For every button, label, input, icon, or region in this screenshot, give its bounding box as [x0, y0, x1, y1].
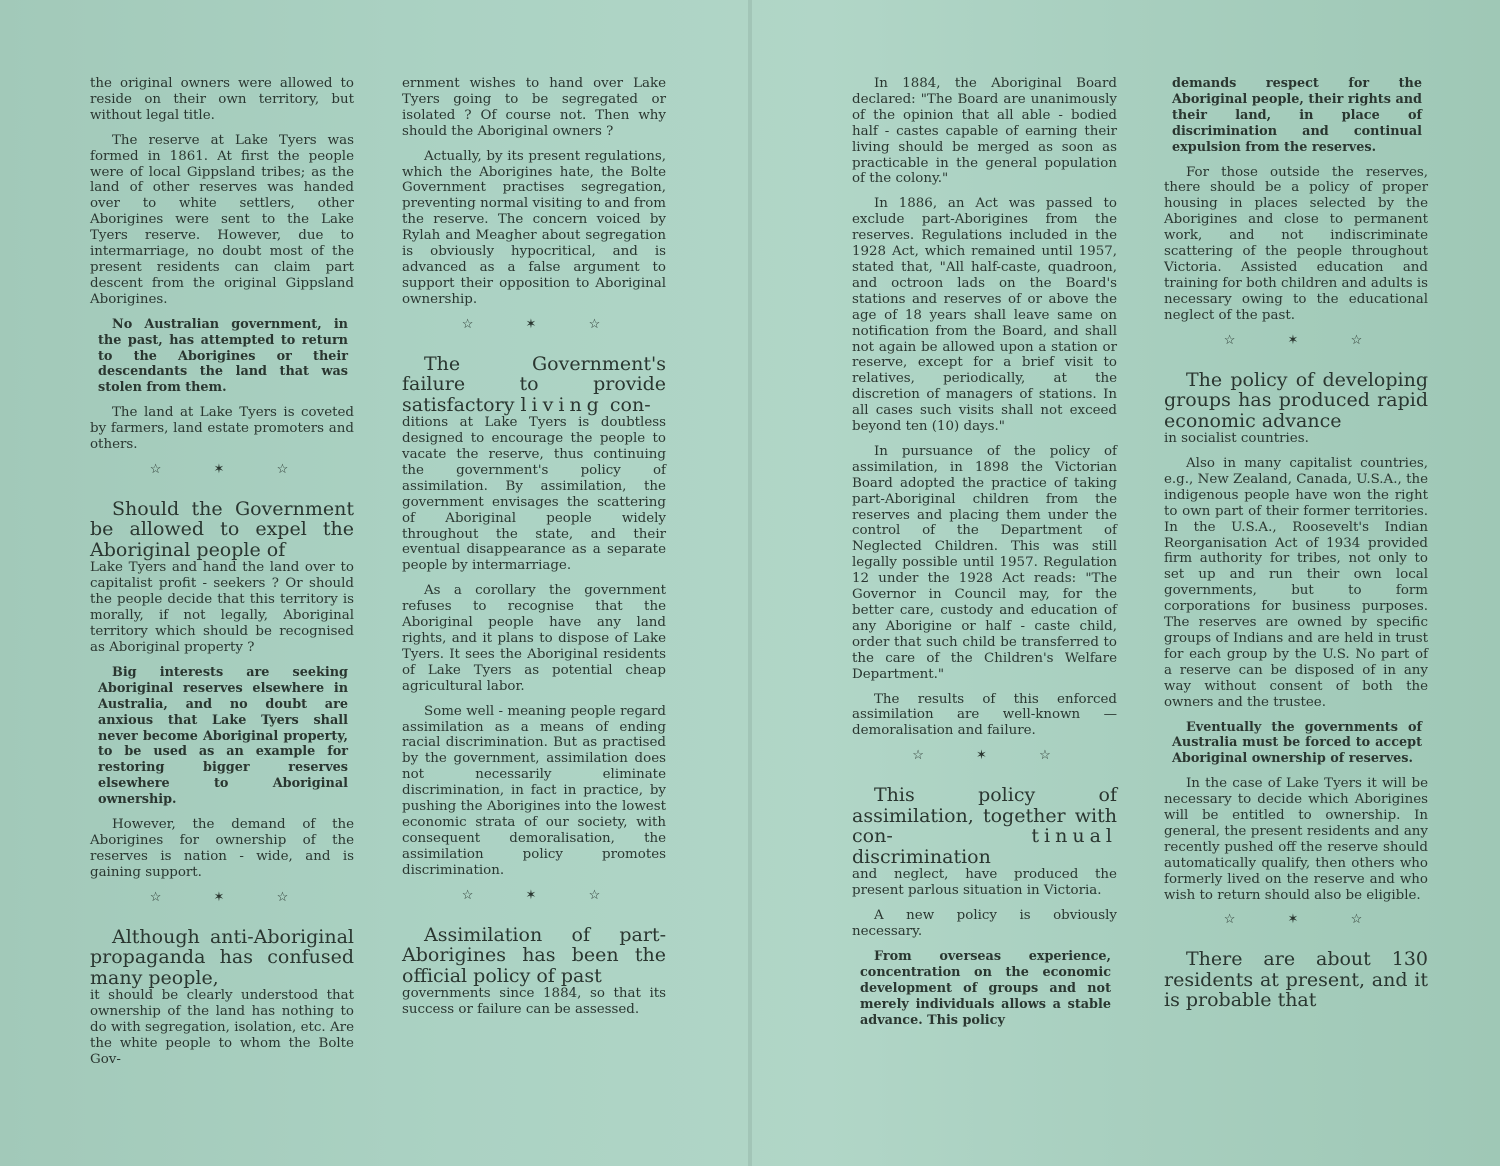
section-heading: The policy of developing groups has produced rapid economic advance — [1164, 368, 1428, 432]
column-2 — [402, 76, 666, 1027]
heading-part: con- — [609, 393, 651, 416]
paragraph: Also in many capitalist countries, e.g., New Zealand, Canada, U.S.A., the indigenous people have won the right to own part of their former territories. In the U.S.A., Roosevelt's Indian Reorganisation Act of 1934 provided firm authority for tribes, not only to set up and run their own local governments, but to form corporations for business purposes. The reserves are owned by specific groups of Indians and are held in trust for each group by the U.S. No part of a reserve can be disposed of in any way without consent of both the owners and the trustee. — [1164, 456, 1428, 710]
paragraph: The reserve at Lake Tyers was formed in 1861. At first the people were of local Gippsland tribes; as the land of other reserves was handed over to white settlers, other Aborigines were sent to the Lake Tyers reserve. However, due to intermarriage, no doubt most of the present residents can claim part descent from the original Gippsland Aborigines. — [90, 132, 354, 307]
paragraph: A new policy is obviously necessary. — [852, 908, 1117, 939]
paragraph: The land at Lake Tyers is coveted by farmers, land estate promoters and others. — [90, 405, 354, 453]
column-1 — [90, 76, 354, 1077]
paragraph: and neglect, have produced the present parlous situation in Victoria. — [852, 867, 1117, 899]
star-divider: ☆ ✶ ☆ — [461, 316, 625, 332]
paragraph: In the case of Lake Tyers it will be necessary to decide which Aborigines will be entitled to ownership. In general, the present residents and any recently pushed off the reserve should automatically qualify, then others who formerly lived on the reserve and who wish to return should also be eligible. — [1164, 776, 1428, 903]
star-divider: ☆ ✶ ☆ — [149, 889, 313, 905]
heading-part: discrimination — [852, 845, 991, 868]
paragraph: In 1884, the Aboriginal Board declared: "The Board are unanimously of the opinion that all able - bodied half - castes capable of earning their living should be merged as soon as practicable in the general population of the colony." — [852, 76, 1117, 187]
paragraph: The results of this enforced assimilation are well-known — demoralisation and failure. — [852, 691, 1117, 739]
paragraph: it should be clearly understood that ownership of the land has nothing to do with segregation, isolation, etc. Are the white people to whom the Bolte Gov- — [90, 988, 354, 1067]
paragraph: As a corollary the government refuses to recognise that the Aboriginal people have any land rights, and it plans to dispose of Lake Tyers. It sees the Aboriginal residents of Lake Tyers as potential cheap agricultural labor. — [402, 583, 666, 694]
paragraph: in socialist countries. — [1164, 431, 1309, 447]
section-heading — [852, 785, 1117, 867]
paragraph: Some well - meaning people regard assimilation as a means of ending racial discrimination. But as practised by the government, assimilation does not necessarily eliminate discrimination, in fact in practice, by pushing the Aborigines into the lowest economic strata of our society, with consequent demoralisation, the assimilation policy promotes discrimination. — [402, 703, 666, 878]
heading-part: This policy of assimilation, together with con- — [852, 784, 1117, 848]
column-3 — [852, 76, 1117, 1037]
paragraph: ditions at Lake Tyers is doubtless designed to encourage the people to vacate the reserve, thus continuing the government's policy of assimilation. By assimilation, the government envisages the scattering of Aboriginal people widely throughout the state, and their eventual disappearance as a separate people by intermarriage. — [402, 415, 666, 574]
star-divider: ☆ ✶ ☆ — [912, 748, 1075, 764]
section-heading: Although anti-Aboriginal propaganda has confused many people, — [90, 925, 354, 989]
star-divider: ☆ ✶ ☆ — [1223, 912, 1387, 928]
section-heading — [402, 354, 666, 416]
bold-statement: Big interests are seeking Aboriginal reserves elsewhere in Australia, and no doubt are anxious that Lake Tyers shall never become Aboriginal property, to be used as an example for restoring bigger reserves elsewhere to Aboriginal ownership. — [98, 664, 348, 808]
bold-statement: demands respect for the Aboriginal people, their rights and their land, in place of discrimination and continual expulsion from the reserves. — [1172, 76, 1422, 155]
page-fold — [748, 0, 752, 1166]
heading-spaced-word: living — [520, 393, 604, 416]
section-heading: Assimilation of part-Aborigines has been the official policy of past — [402, 923, 666, 987]
paragraph: the original owners were allowed to reside on their own territory, but without legal title. — [90, 76, 354, 123]
paragraph: Actually, by its present regulations, which the Aborigines hate, the Bolte Government practises segregation, preventing normal visiting to and from the reserve. The concern voiced by Rylah and Meagher about segregation is obviously hypocritical, and is advanced as a false argument to support their opposition to Aboriginal ownership. — [402, 148, 666, 307]
section-heading: Should the Government be allowed to expel the Aboriginal people of — [90, 497, 354, 561]
star-divider: ☆ ✶ ☆ — [1223, 332, 1387, 348]
heading-spaced-word: tinual — [1031, 825, 1117, 848]
bold-statement: Eventually the governments of Australia must be forced to accept Aboriginal ownership of reserves. — [1172, 719, 1422, 767]
paragraph: Lake Tyers and hand the land over to capitalist profit - seekers ? Or should the people decide that this territory is morally, if not legally, Aboriginal territory which should be recognised as Aboriginal property ? — [90, 560, 354, 655]
bold-statement: From overseas experience, concentration on the economic development of groups and not merely individuals allows a stable advance. This policy — [860, 948, 1111, 1028]
paragraph: For those outside the reserves, there should be a policy of proper housing in places selected by the Aborigines and close to permanent work, and not indiscriminate scattering of the people throughout Victoria. Assisted education and training for both children and adults is necessary owing to the educational neglect of the past. — [1164, 164, 1429, 323]
section-heading: There are about 130 residents at present, and it is probable that — [1164, 948, 1428, 1012]
star-divider: ☆ ✶ ☆ — [149, 461, 313, 477]
paragraph: governments since 1884, so that its success or failure can be assessed. — [402, 986, 666, 1017]
star-divider: ☆ ✶ ☆ — [461, 887, 625, 903]
column-4 — [1164, 76, 1428, 1011]
paragraph: However, the demand of the Aborigines for ownership of the reserves is nation - wide, and is gaining support. — [90, 817, 354, 880]
paragraph: In 1886, an Act was passed to exclude part-Aborigines from the reserves. Regulations included in the 1928 Act, which remained until 1957, stated that, "All half-caste, quadroon, and octroon lads on the Board's stations and reserves of or above the age of 18 years shall leave same on notification from the Board, and shall not again be allowed upon a station or reserve, except for a brief visit to relatives, periodically, at the discretion of managers of stations. In all cases such visits shall not exceed beyond ten (10) days." — [852, 196, 1117, 435]
paragraph: ernment wishes to hand over Lake Tyers going to be segregated or isolated ? Of course not. Then why should the Aboriginal owners ? — [402, 76, 666, 139]
paragraph: In pursuance of the policy of assimilation, in 1898 the Victorian Board adopted the practice of taking part-Aboriginal children from the reserves and placing them under the control of the Department of Neglected Children. This was still legally possible until 1957. Regulation 12 under the 1928 Act reads: "The Governor in Council may, for the better care, custody and education of any Aborigine or half - caste child, order that such child be transferred to the care of the Children's Welfare Department." — [852, 443, 1117, 682]
heading-part: The Government's failure to provide satisfactory — [402, 352, 666, 416]
bold-statement: No Australian government, in the past, has attempted to return to the Aborigines or their descendants the land that was stolen from them. — [98, 316, 348, 396]
